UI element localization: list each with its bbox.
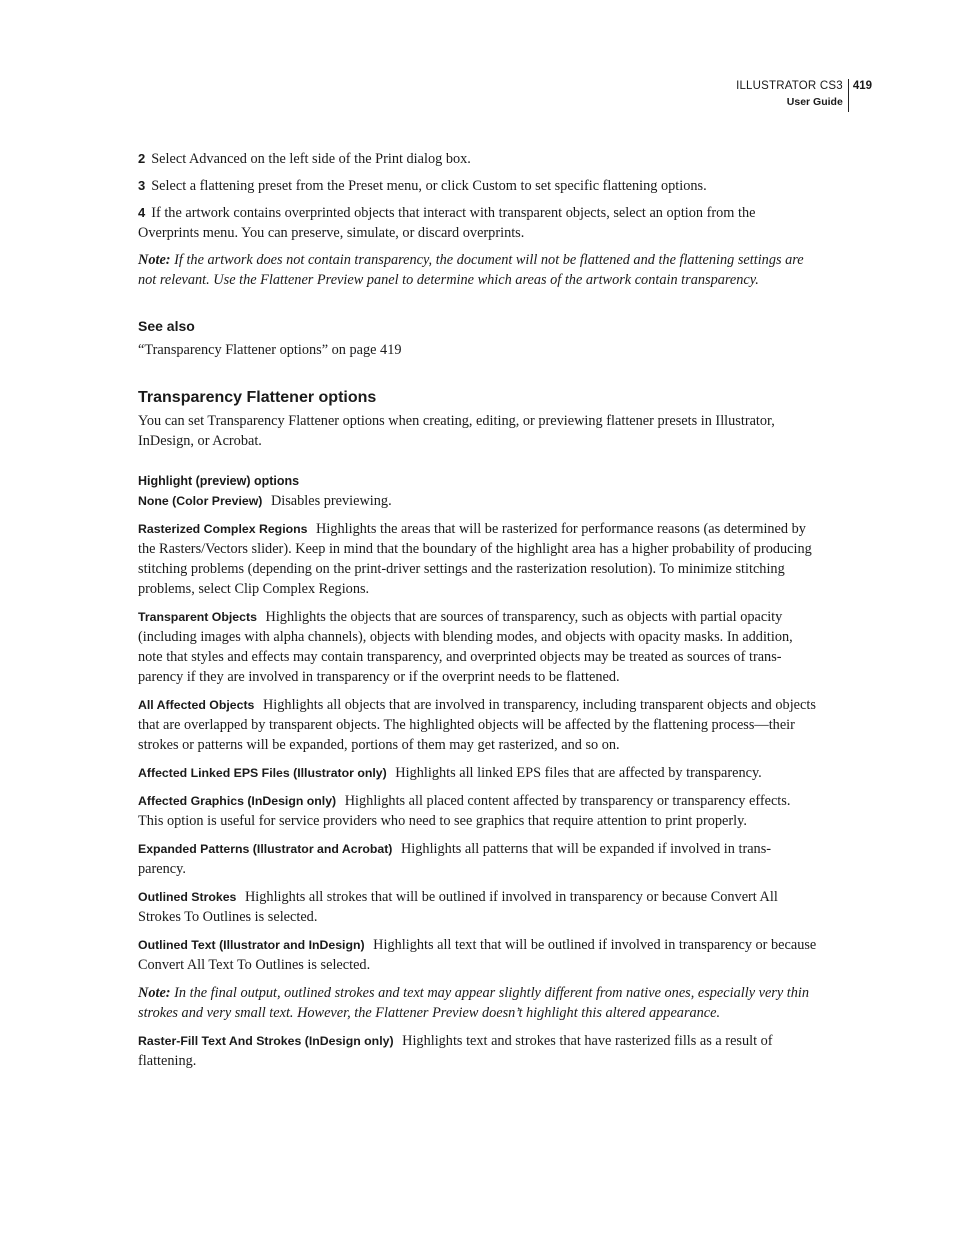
definition-term: Raster-Fill Text And Strokes (InDesign only) [138, 1034, 394, 1048]
definition-term: Outlined Text (Illustrator and InDesign) [138, 938, 365, 952]
step-text: If the artwork contains overprinted objects that interact with transparent objects, select an option from the Overprints menu. You can preserve, simulate, or discard overprints. [138, 205, 756, 241]
definition-term: Transparent Objects [138, 610, 257, 624]
product-name: ILLUSTRATOR CS3 [736, 80, 843, 92]
definition-term: None (Color Preview) [138, 494, 263, 508]
step-number: 4 [138, 205, 146, 220]
guide-name: User Guide [786, 96, 843, 108]
definition-item [138, 791, 818, 831]
see-also-link[interactable]: “Transparency Flattener options” on page 419 [138, 342, 402, 358]
step-2 [138, 149, 818, 169]
note-text: In the final output, outlined strokes and text may appear slightly different from native ones, especially very thin strokes and very small text. However, the Flattener Preview doesn’t highlight this altered appearance. [138, 985, 810, 1021]
subheading-highlight-options: Highlight (preview) options [138, 474, 300, 488]
definition-term: Expanded Patterns (Illustrator and Acrobat) [138, 842, 393, 856]
definition-item [138, 935, 818, 975]
definition-item [138, 491, 818, 511]
definition-term: Rasterized Complex Regions [138, 522, 308, 536]
definition-item [138, 695, 818, 755]
definition-desc: Highlights all text that will be outlined if involved in transparency or because Convert All Text To Outlines is selected. [138, 937, 817, 973]
definition-desc: Highlights all objects that are involved in transparency, including transparent objects and objects that are overlapped by transparent objects. The highlighted objects will be affected by the flattening process—their strokes or patterns will be expanded, portions of them may get rasterized, and so on. [138, 697, 816, 753]
definition-desc: Highlights the objects that are sources of transparency, such as objects with partial opacity (including images with alpha channels), objects with blending modes, and objects with opacity masks. In addition, note that styles and effects may contain transparency, and overprinted objects may be treated as sources of trans-parency if they are involved in transparency or if the overprint needs to be flattened. [138, 609, 793, 685]
definition-item [138, 519, 818, 599]
section-intro: You can set Transparency Flattener options when creating, editing, or previewing flattener presets in Illustrator, InDesign, or Acrobat. [138, 413, 775, 449]
section-title: Transparency Flattener options [138, 389, 377, 406]
definition-desc: Highlights all strokes that will be outlined if involved in transparency or because Convert All Strokes To Outlines is selected. [138, 889, 778, 925]
definition-desc: Highlights all linked EPS files that are affected by transparency. [395, 765, 762, 781]
definition-desc: Highlights text and strokes that have rasterized fills as a result of flattening. [138, 1033, 773, 1069]
step-text: Select Advanced on the left side of the Print dialog box. [151, 151, 471, 167]
definition-desc: Disables previewing. [270, 493, 392, 509]
definition-item [138, 839, 818, 879]
step-4 [138, 203, 818, 243]
definition-item [138, 763, 818, 783]
step-3 [138, 176, 818, 196]
note-label: Note: [138, 252, 171, 268]
page-content [138, 149, 818, 1079]
header-titles [736, 79, 849, 112]
note-outlined-appearance [138, 983, 818, 1023]
definition-desc: Highlights the areas that will be rasterized for performance reasons (as determined by the Rasters/Vectors slider). Keep in mind that the boundary of the highlight area has a higher probability of producing stitching problems (depending on the print-driver settings and the rasterization resolution). To minimize stitching problems, select Clip Complex Regions. [138, 521, 812, 597]
definition-term: Affected Linked EPS Files (Illustrator only) [138, 766, 387, 780]
definition-item [138, 1031, 818, 1071]
definition-term: All Affected Objects [138, 698, 255, 712]
step-number: 2 [138, 151, 146, 166]
definition-term: Outlined Strokes [138, 890, 237, 904]
step-text: Select a flattening preset from the Preset menu, or click Custom to set specific flattening options. [151, 178, 707, 194]
note-label: Note: [138, 985, 171, 1001]
definition-desc: Highlights all placed content affected by transparency or transparency effects. This option is useful for service providers who need to see graphics that require attention to print properly. [138, 793, 791, 829]
note-text: If the artwork does not contain transparency, the document will not be flattened and the flattening settings are not relevant. Use the Flattener Preview panel to determine which areas of the artwork contain transparency. [138, 252, 804, 288]
definition-desc: Highlights all patterns that will be expanded if involved in trans-parency. [138, 841, 772, 877]
definition-item [138, 607, 818, 687]
see-also-heading: See also [138, 318, 195, 334]
note-transparency [138, 250, 818, 290]
definition-term: Affected Graphics (InDesign only) [138, 794, 337, 808]
step-number: 3 [138, 178, 146, 193]
page-number: 419 [852, 80, 872, 92]
page-header [736, 79, 872, 112]
definition-item [138, 887, 818, 927]
